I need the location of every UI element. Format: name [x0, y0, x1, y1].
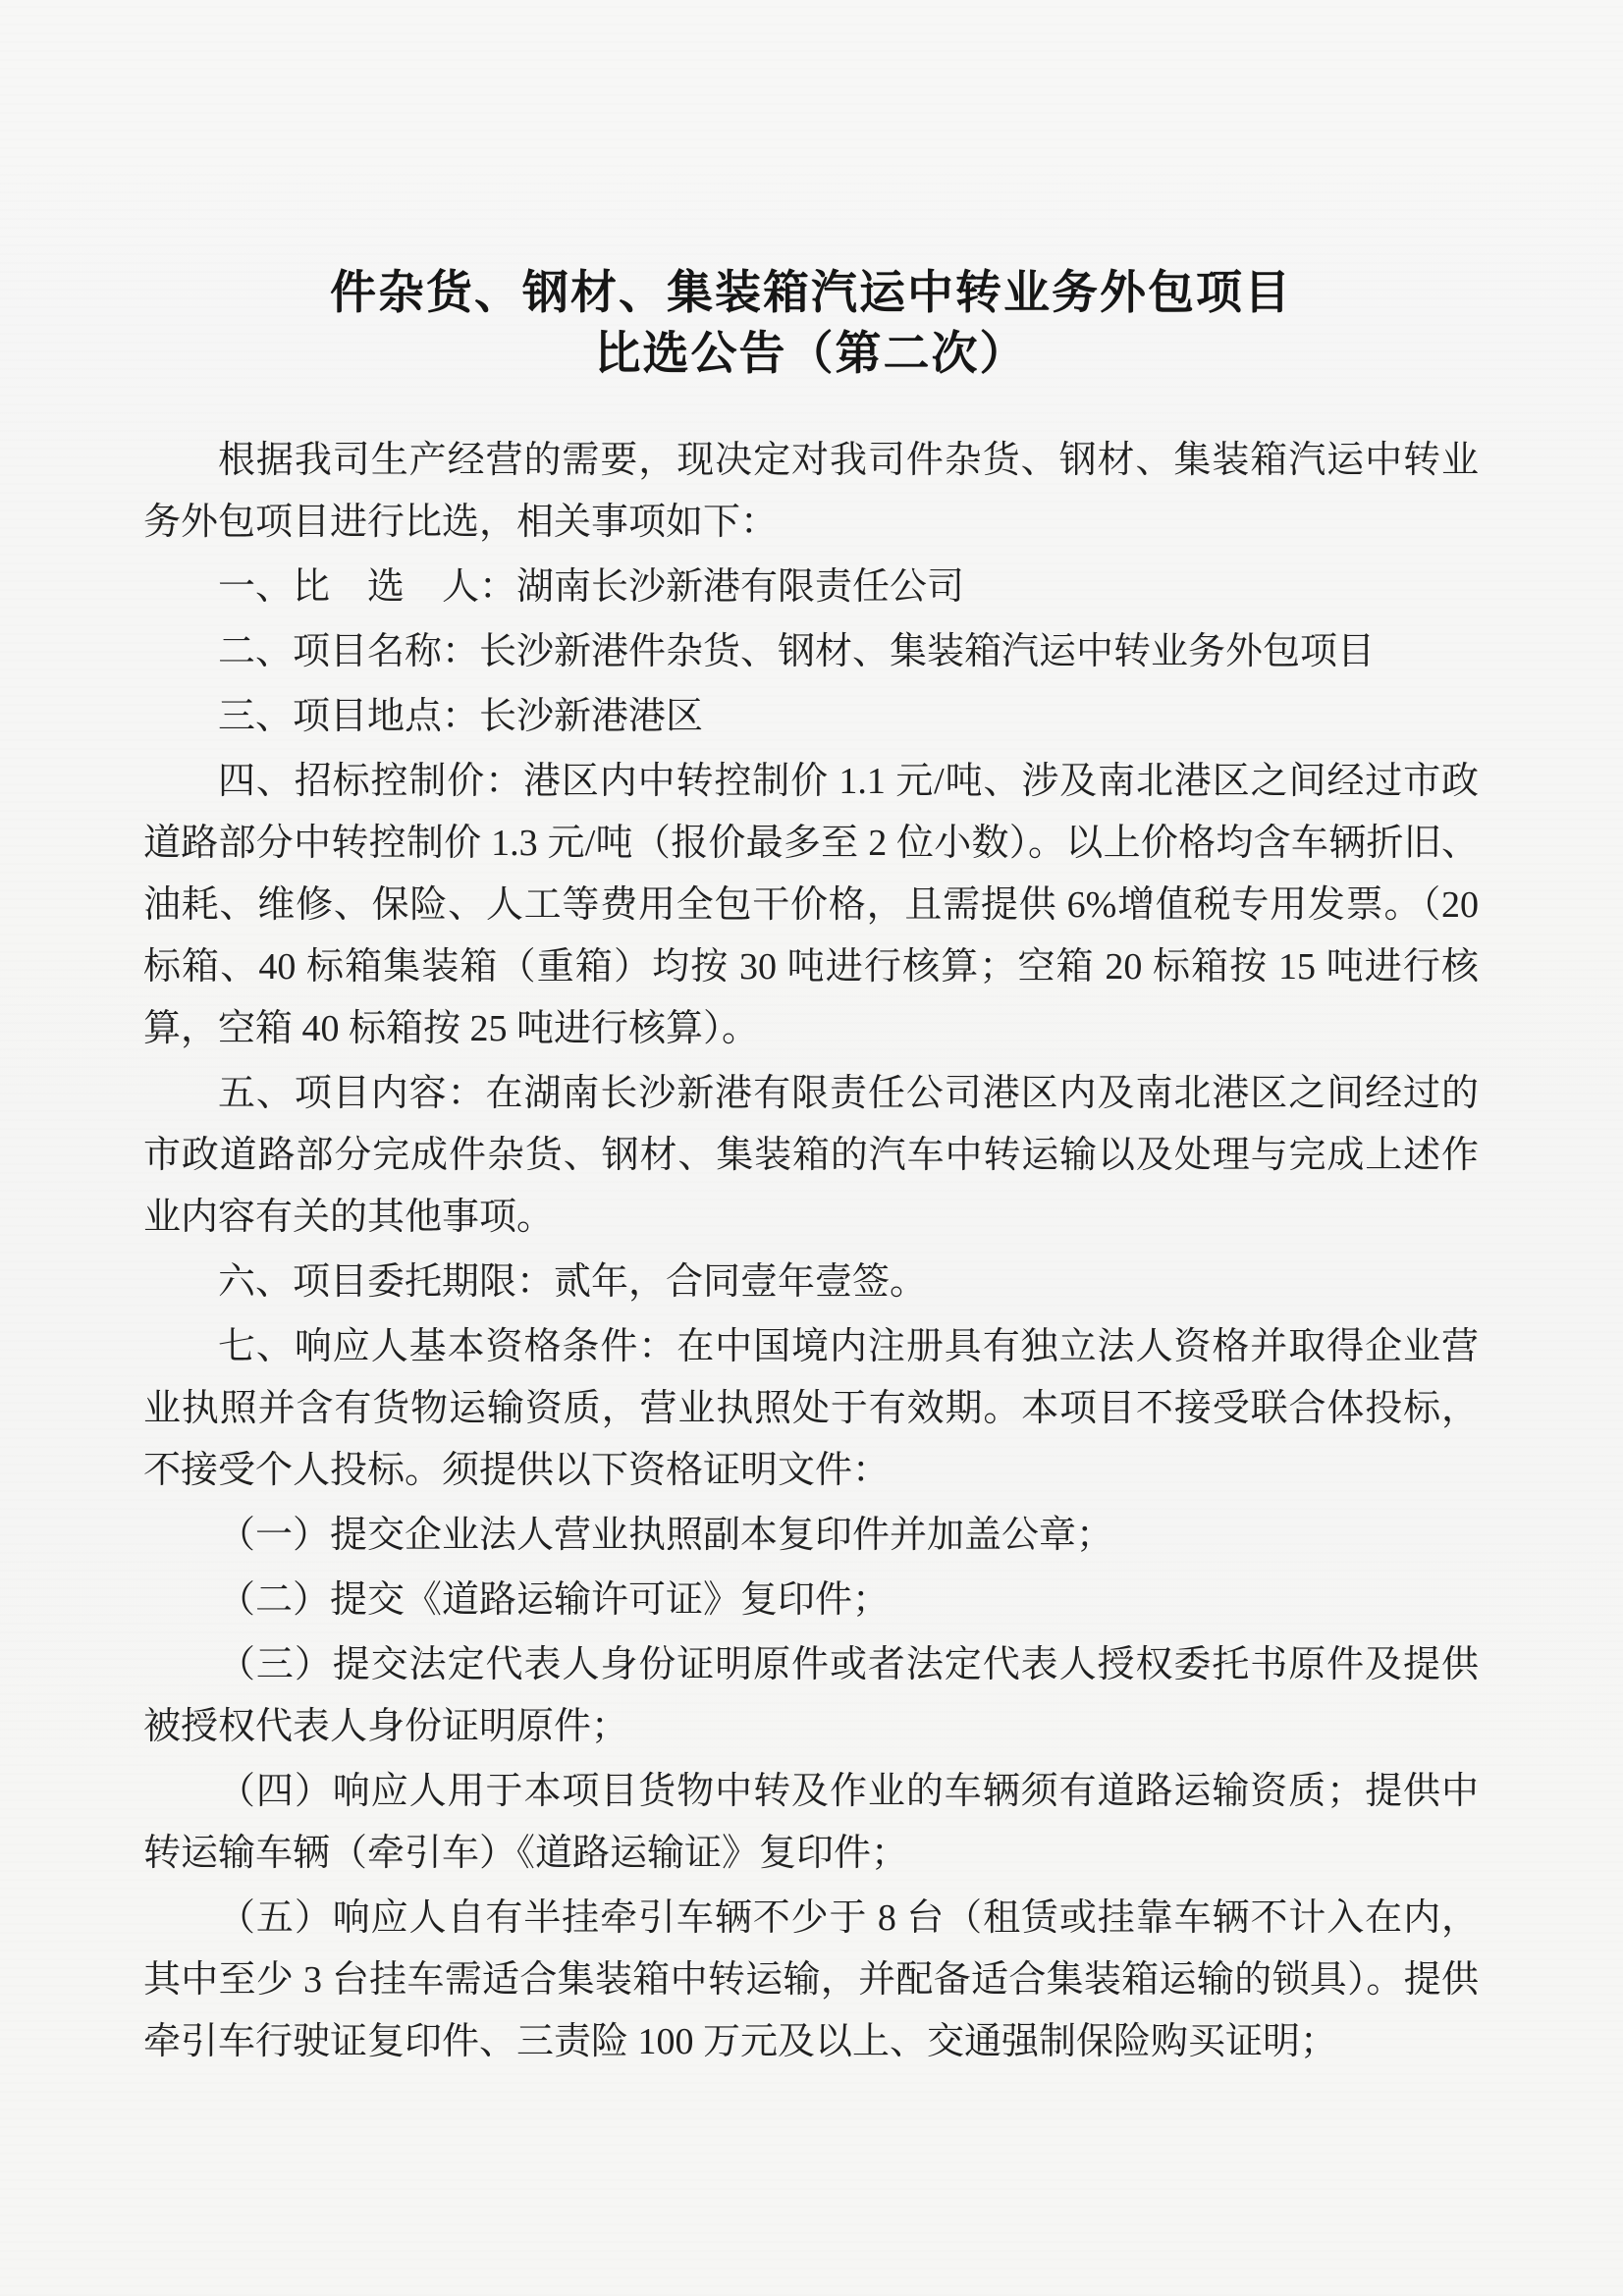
document-title-line2: 比选公告（第二次） — [594, 329, 1028, 380]
item-6-entrust-term: 六、项目委托期限：贰年，合同壹年壹签。 — [218, 1261, 928, 1303]
sub-item-2-road-permit: （二）提交《道路运输许可证》复印件； — [218, 1579, 891, 1621]
item-2-project-name: 二、项目名称：长沙新港件杂货、钢材、集装箱汽运中转业务外包项目 — [218, 631, 1376, 672]
sub-item-3-legal-rep-id: （三）提交法定代表人身份证明原件或者法定代表人授权委托书原件及提供被授权代表人身份证明原件； — [143, 1644, 1479, 1747]
item-1-bidder: 一、比 选 人：湖南长沙新港有限责任公司 — [218, 566, 965, 608]
sub-item-1-business-license: （一）提交企业法人营业执照副本复印件并加盖公章； — [218, 1515, 1114, 1556]
item-3-project-location: 三、项目地点：长沙新港港区 — [218, 696, 704, 737]
document-title — [143, 263, 1479, 385]
sub-item-4-vehicle-permit: （四）响应人用于本项目货物中转及作业的车辆须有道路运输资质；提供中转运输车辆（牵引车）《道路运输证》复印件； — [143, 1771, 1479, 1874]
document-content — [143, 263, 1479, 2076]
item-7-qualifications: 七、响应人基本资格条件：在中国境内注册具有独立法人资格并取得企业营业执照并含有货物运输资质，营业执照处于有效期。本项目不接受联合体投标，不接受个人投标。须提供以下资格证明文件： — [143, 1326, 1479, 1491]
item-4-control-price: 四、招标控制价：港区内中转控制价 1.1 元/吨、涉及南北港区之间经过市政道路部分中转控制价 1.3 元/吨（报价最多至 2 位小数）。以上价格均含车辆折旧、油耗、维修、保险、人工等费用全包干价格，且需提供 6%增值税专用发票。（20 标箱、40 标箱集装箱（重箱）均按 30 吨进行核算；空箱 20 标箱按 15 吨进行核算，空箱 40 标箱按 25 吨进行核算）。 — [143, 761, 1479, 1049]
paragraph-intro: 根据我司生产经营的需要，现决定对我司件杂货、钢材、集装箱汽运中转业务外包项目进行比选，相关事项如下： — [143, 440, 1479, 543]
document-body — [143, 430, 1479, 2073]
sub-item-5-tractor-trucks: （五）响应人自有半挂牵引车辆不少于 8 台（租赁或挂靠车辆不计入在内，其中至少 3 台挂车需适合集装箱中转运输，并配备适合集装箱运输的锁具）。提供牵引车行驶证复印件、三责险 100 万元及以上、交通强制保险购买证明； — [143, 1897, 1479, 2062]
item-5-project-content: 五、项目内容：在湖南长沙新港有限责任公司港区内及南北港区之间经过的市政道路部分完成件杂货、钢材、集装箱的汽车中转运输以及处理与完成上述作业内容有关的其他事项。 — [143, 1073, 1479, 1238]
document-title-line1: 件杂货、钢材、集装箱汽运中转业务外包项目 — [330, 268, 1292, 319]
